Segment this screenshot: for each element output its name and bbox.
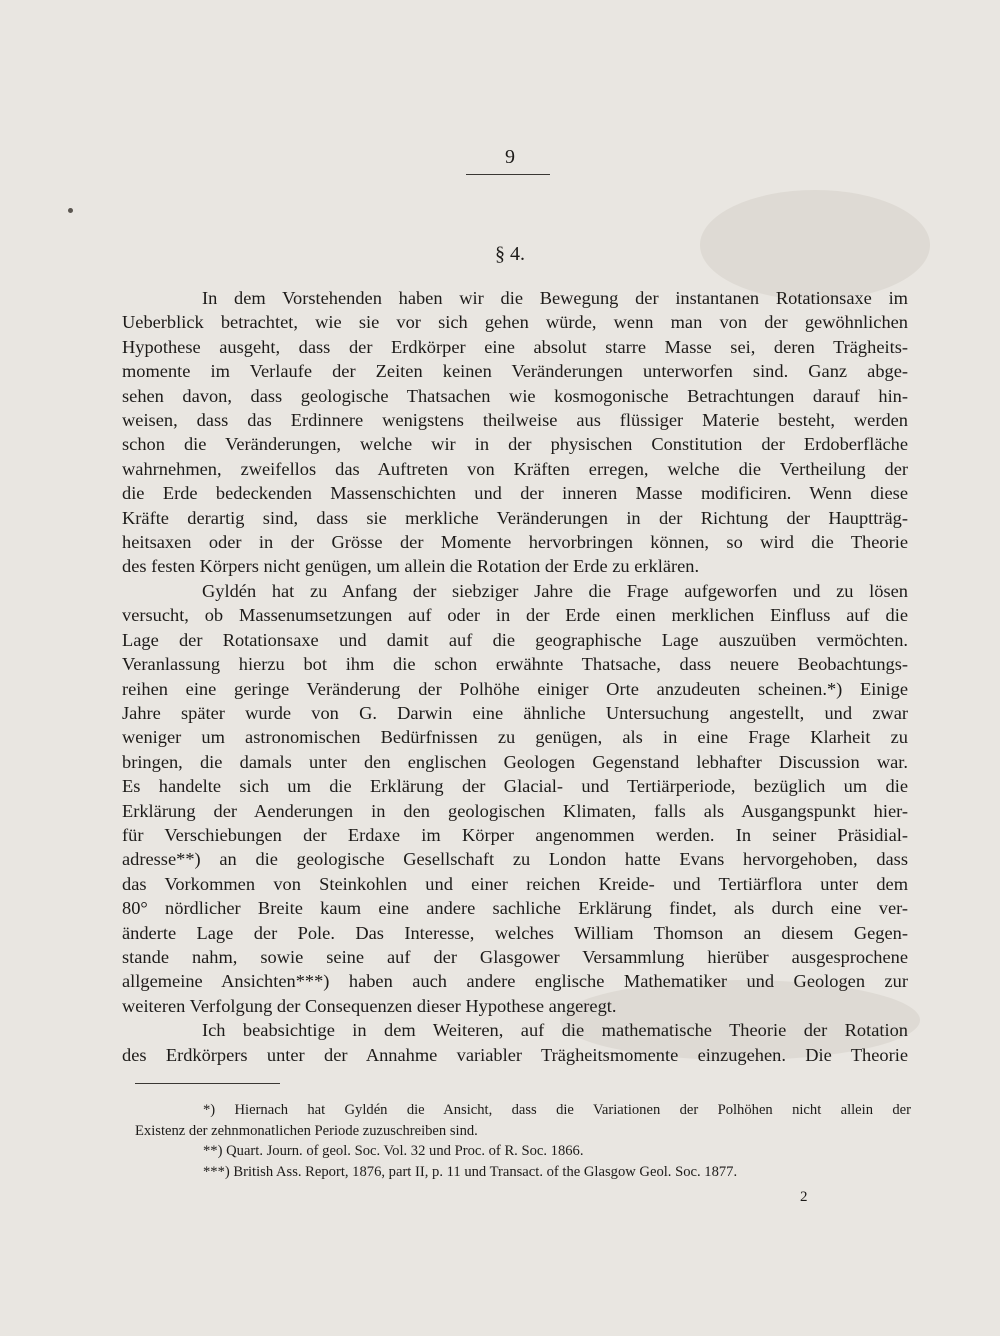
main-body-text xyxy=(122,286,908,1067)
text-line: Jahre später wurde von G. Darwin eine ähnliche Untersuchung angestellt, und zwar xyxy=(122,702,908,723)
text-line: Erklärung der Aenderungen in den geologischen Klimaten, falls als Ausgangspunkt hier- xyxy=(122,800,908,821)
text-line: änderte Lage der Pole. Das Interesse, welches William Thomson an diesem Gegen- xyxy=(122,922,908,943)
text-line: In dem Vorstehenden haben wir die Bewegung der instantanen Rotationsaxe im xyxy=(202,288,908,308)
footnote-line: ***) British Ass. Report, 1876, part II, p. 11 und Transact. of the Glasgow Geol. Soc. 1877. xyxy=(203,1163,738,1180)
text-line: Ueberblick betrachtet, wie sie vor sich gehen würde, wenn man von der gewöhnlichen xyxy=(122,312,908,333)
text-line: adresse**) an die geologische Gesellschaft zu London hatte Evans hervorgehoben, dass xyxy=(122,849,908,870)
text-line: 80° nördlicher Breite kaum eine andere sachliche Erklärung findet, als durch eine ver- xyxy=(122,898,908,919)
text-line: weisen, dass das Erdinnere wenigstens theilweise aus flüssiger Materie besteht, werden xyxy=(122,410,908,431)
text-line: Es handelte sich um die Erklärung der Glacial- und Tertiärperiode, bezüglich um die xyxy=(122,776,908,797)
page-number-rule xyxy=(466,174,550,175)
text-line: Ich beabsichtige in dem Weiteren, auf die mathematische Theorie der Rotation xyxy=(202,1020,908,1041)
footnote-line: *) Hiernach hat Gyldén die Ansicht, dass die Variationen der Polhöhen nicht allein der xyxy=(203,1102,911,1118)
footnotes xyxy=(135,1100,911,1182)
text-line: schon die Veränderungen, welche wir in der physischen Constitution der Erdoberfläche xyxy=(122,434,908,455)
text-line: Gyldén hat zu Anfang der siebziger Jahre die Frage aufgeworfen und zu lösen xyxy=(202,580,908,601)
paper-spot xyxy=(68,208,73,213)
text-line: die Erde bedeckenden Massenschichten und der inneren Masse modificiren. Wenn diese xyxy=(122,483,908,504)
sheet-signature: 2 xyxy=(800,1189,808,1205)
footnote-line: Existenz der zehnmonatlichen Periode zuzuschreiben sind. xyxy=(135,1122,478,1139)
text-line: des Erdkörpers unter der Annahme variabler Trägheitsmomente einzugehen. Die Theorie xyxy=(122,1044,908,1065)
text-line: bringen, die damals unter den englischen Geologen Gegenstand lebhafter Discussion war. xyxy=(122,751,908,772)
text-line: weiteren Verfolgung der Consequenzen dieser Hypothese angeregt. xyxy=(122,995,617,1016)
text-line: Hypothese ausgeht, dass der Erdkörper eine absolut starre Masse sei, deren Trägheits- xyxy=(122,336,908,357)
text-line: sehen davon, dass geologische Thatsachen wie kosmogonische Betrachtungen darauf hin- xyxy=(122,385,908,406)
text-line: wahrnehmen, zweifellos das Auftreten von Kräften erregen, welche die Vertheilung der xyxy=(122,458,908,479)
text-line: für Verschiebungen der Erdaxe im Körper angenommen werden. In seiner Präsidial- xyxy=(122,824,908,845)
text-line: weniger um astronomischen Bedürfnissen zu genügen, als in eine Frage Klarheit zu xyxy=(122,727,908,748)
text-line: stande nahm, sowie seine auf der Glasgower Versammlung hierüber ausgesprochene xyxy=(122,946,908,967)
text-line: Veranlassung hierzu bot ihm die schon erwähnte Thatsache, dass neuere Beobachtungs- xyxy=(122,654,908,675)
footnote-separator xyxy=(135,1083,280,1084)
text-line: momente im Verlaufe der Zeiten keinen Veränderungen unterworfen sind. Ganz abge- xyxy=(122,361,908,382)
page-number: 9 xyxy=(505,146,515,168)
text-line: heitsaxen oder in der Grösse der Momente hervorbringen können, so wird die Theorie xyxy=(122,532,908,553)
text-line: das Vorkommen von Steinkohlen und einer reichen Kreide- und Tertiärflora unter dem xyxy=(122,873,908,894)
text-line: versucht, ob Massenumsetzungen auf oder in der Erde einen merklichen Einfluss auf die xyxy=(122,605,908,626)
text-line: des festen Körpers nicht genügen, um allein die Rotation der Erde zu erklären. xyxy=(122,556,700,577)
text-line: allgemeine Ansichten***) haben auch andere englische Mathematiker und Geologen zur xyxy=(122,971,908,992)
footnote-line: **) Quart. Journ. of geol. Soc. Vol. 32 und Proc. of R. Soc. 1866. xyxy=(203,1143,584,1159)
text-line: Kräfte derartig sind, dass sie merkliche Veränderungen in der Richtung der Hauptträg- xyxy=(122,507,908,528)
section-heading: § 4. xyxy=(495,243,525,265)
text-line: Lage der Rotationsaxe und damit auf die geographische Lage auszuüben vermöchten. xyxy=(122,629,908,650)
text-line: reihen eine geringe Veränderung der Polhöhe einiger Orte anzudeuten scheinen.*) Einige xyxy=(122,678,908,699)
